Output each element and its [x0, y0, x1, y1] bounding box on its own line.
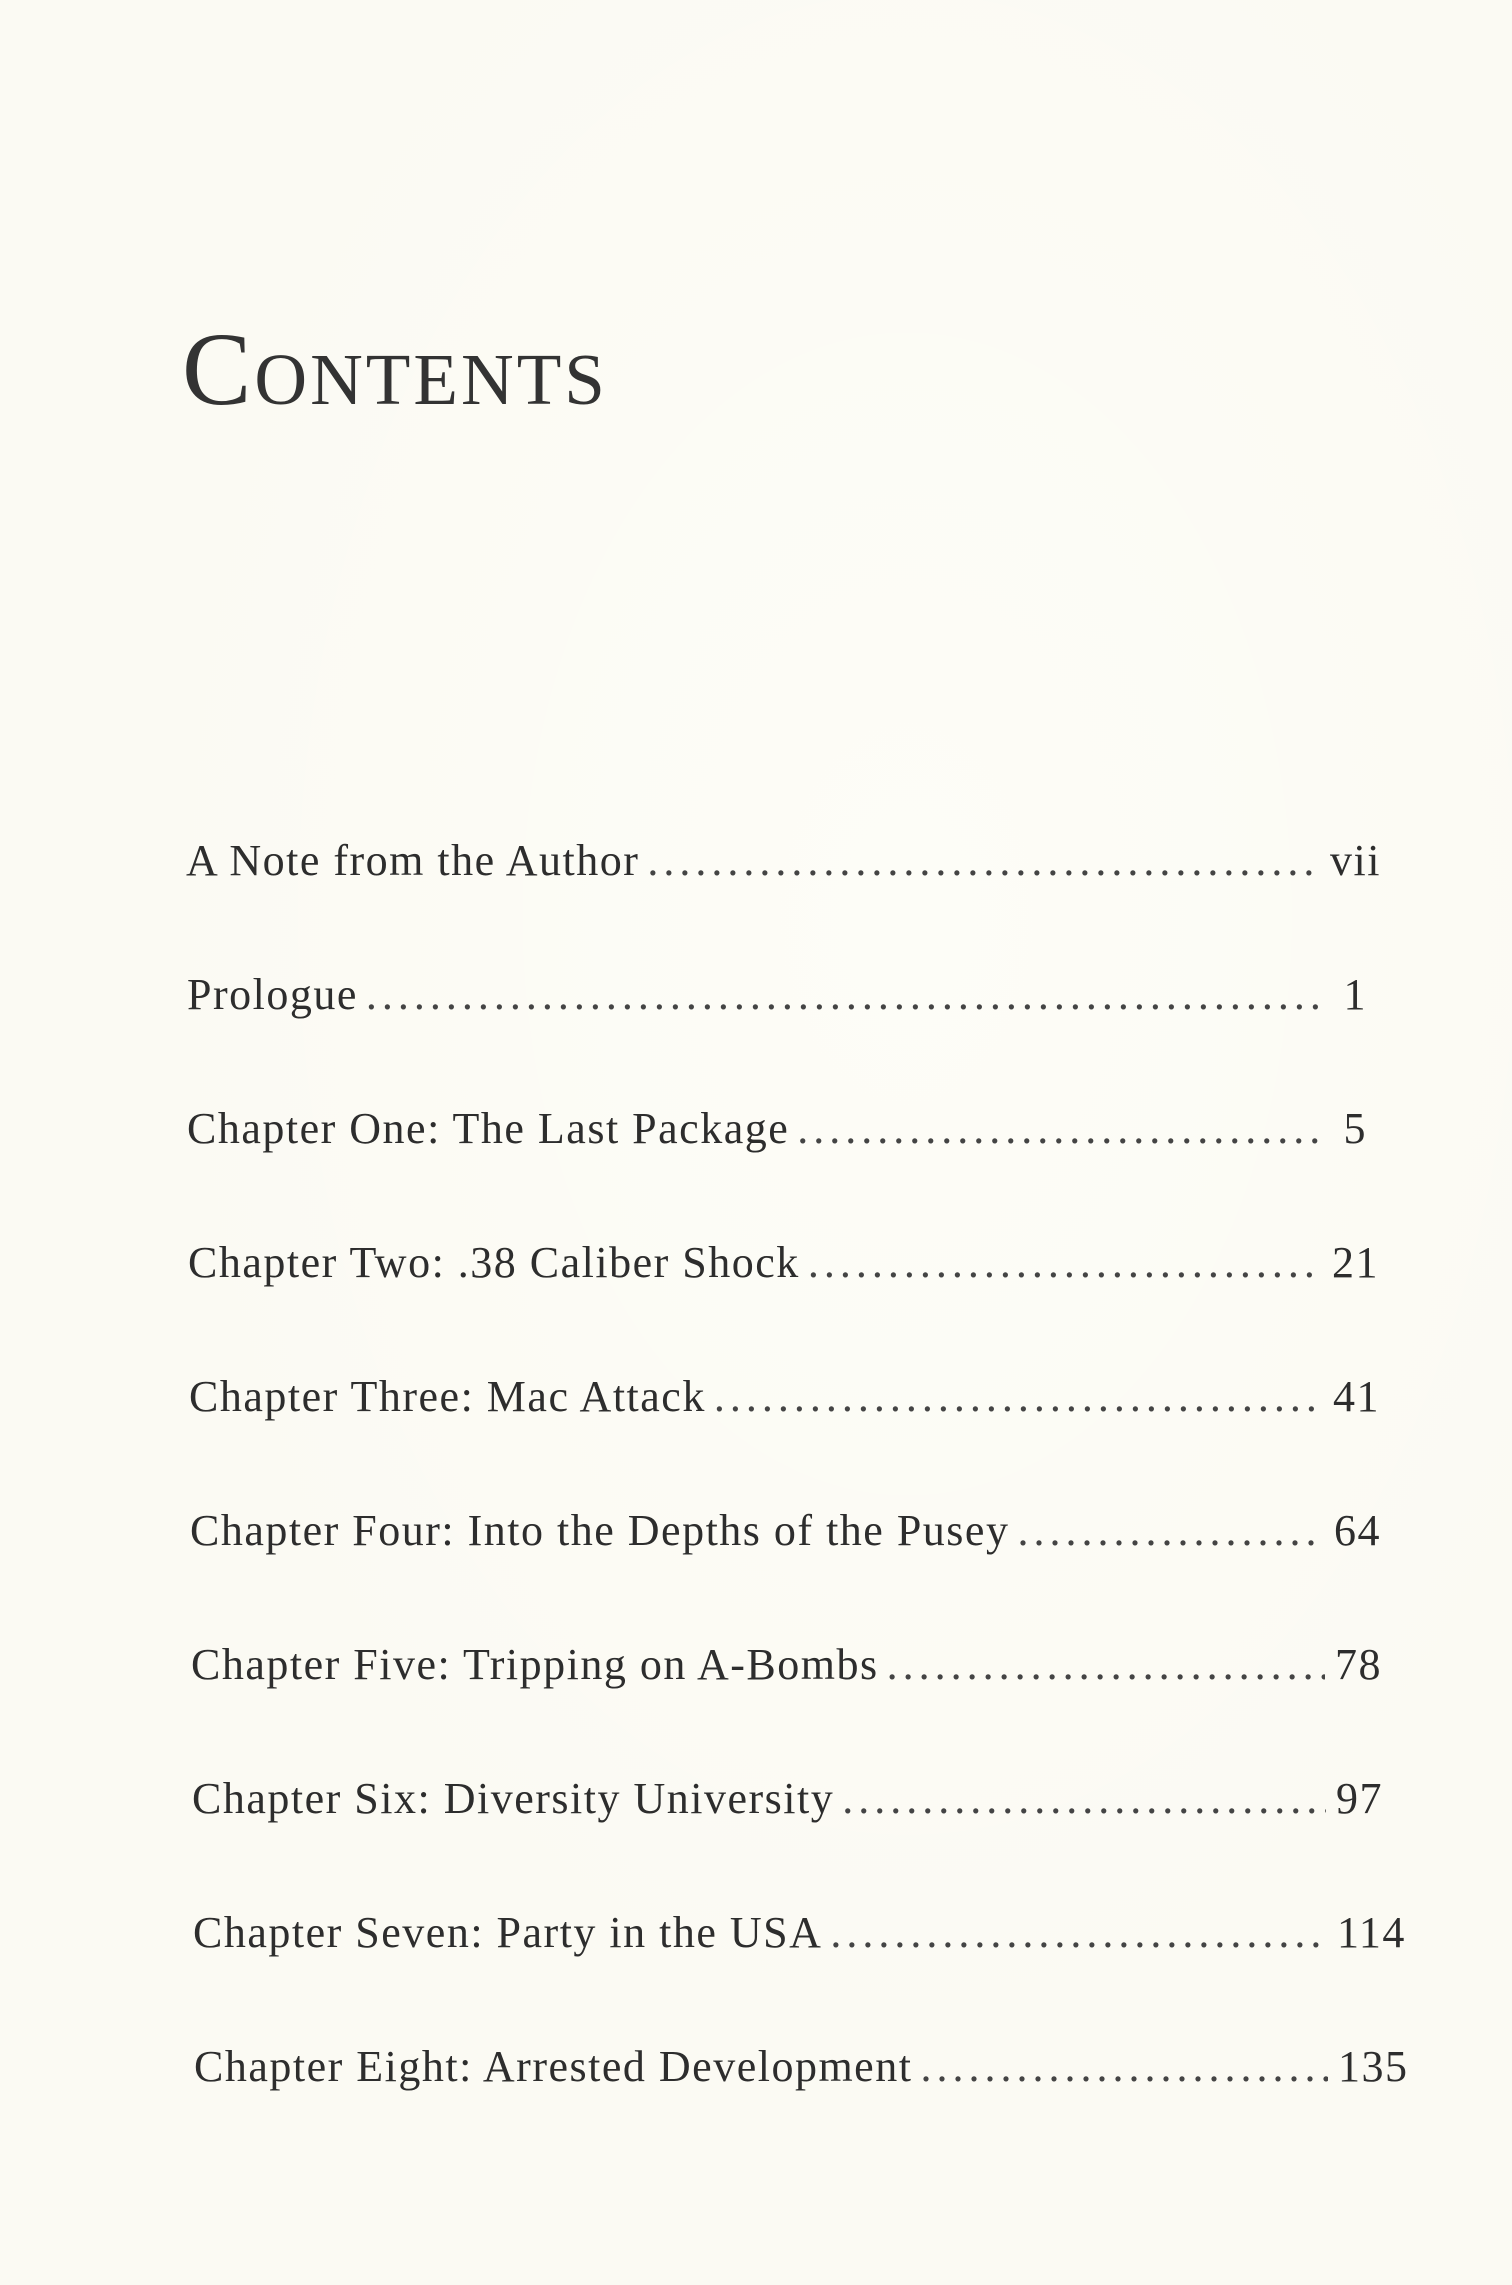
toc-page-number: 5	[1343, 1104, 1367, 1153]
toc-page-number: 64	[1334, 1506, 1381, 1555]
toc-entry-chapter-four	[190, 1505, 1381, 1639]
toc-entry-title: Chapter Two: .38 Caliber Shock	[188, 1238, 800, 1287]
toc-entry-title: Prologue	[187, 970, 358, 1019]
dot-leader	[887, 1639, 1325, 1690]
dot-leader	[830, 1907, 1327, 1958]
dot-leader	[797, 1103, 1321, 1154]
dot-leader	[647, 835, 1320, 886]
toc-page-number: 114	[1337, 1908, 1406, 1957]
toc-entry-note-from-author	[186, 835, 1381, 969]
toc-page-number: 41	[1333, 1372, 1380, 1421]
toc-entry-chapter-three	[189, 1371, 1380, 1505]
dot-leader	[842, 1773, 1326, 1824]
toc-entry-chapter-seven	[193, 1907, 1406, 2041]
toc-page-number: 1	[1343, 970, 1367, 1019]
dot-leader	[714, 1371, 1323, 1422]
toc-entry-title: Chapter One: The Last Package	[187, 1104, 790, 1153]
toc-entry-chapter-two	[188, 1237, 1379, 1371]
dot-leader	[366, 969, 1321, 1020]
table-of-contents	[186, 835, 1409, 2175]
toc-entry-title: Chapter Three: Mac Attack	[189, 1372, 706, 1421]
toc-entry-title: Chapter Five: Tripping on A-Bombs	[191, 1640, 879, 1689]
toc-entry-title: A Note from the Author	[186, 836, 640, 885]
toc-page-number: 78	[1335, 1640, 1382, 1689]
toc-page-number: 135	[1338, 2042, 1409, 2091]
toc-entry-title: Chapter Eight: Arrested Development	[194, 2042, 913, 2091]
toc-entry-title: Chapter Four: Into the Depths of the Pusey	[190, 1506, 1010, 1555]
page-title: Contents	[182, 312, 608, 427]
toc-page-number: 97	[1336, 1774, 1383, 1823]
toc-entry-chapter-six	[192, 1773, 1383, 1907]
dot-leader	[808, 1237, 1322, 1288]
toc-entry-chapter-eight	[194, 2041, 1409, 2175]
toc-entry-title: Chapter Six: Diversity University	[192, 1774, 835, 1823]
toc-entry-title: Chapter Seven: Party in the USA	[193, 1908, 823, 1957]
toc-page-number: 21	[1332, 1238, 1379, 1287]
dot-leader	[920, 2041, 1328, 2092]
dot-leader	[1017, 1505, 1324, 1556]
toc-page-number: vii	[1330, 836, 1381, 885]
toc-entry-chapter-five	[191, 1639, 1382, 1773]
toc-entry-prologue	[187, 969, 1367, 1103]
toc-entry-chapter-one	[187, 1103, 1367, 1237]
